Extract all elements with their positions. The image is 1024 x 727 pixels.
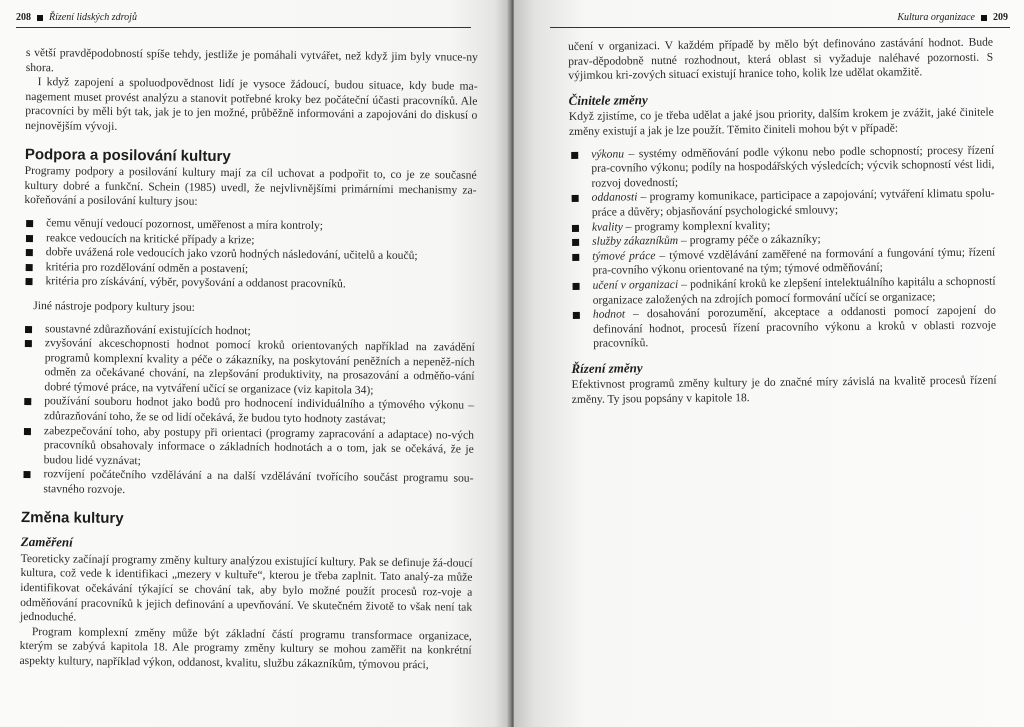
bullet-list — [23, 216, 476, 294]
left-page-body — [19, 46, 477, 673]
right-page — [514, 0, 1024, 727]
list-text: – programy komunikace, participace a zapojování; vytváření klimatu spolu-práce a důvěry; objasňování psychologické smlouvy; — [591, 186, 995, 219]
paragraph: I když zapojení a spoluodpovědnost lidí je vysoce žádoucí, budou situace, kdy bude ma-nagement muset provést analýzu a stanovit potřebné kroky bez počáteční účasti pracovníků. Ale pracovníci by měli být tak, jak je to jen možné, průběžně informováni a zapojováni do diskusí o nejnovějším vývoji. — [25, 75, 478, 133]
list-item: reakce vedoucích na kritické případy a krize; — [24, 231, 476, 250]
page-number: 209 — [993, 12, 1008, 23]
list-item: dobře uvážená role vedoucích jako vzorů hodných následování, učitelů a koučů; — [24, 245, 476, 264]
list-item — [571, 304, 996, 352]
page-number: 208 — [16, 12, 31, 23]
subsection-heading: Řízení změny — [571, 360, 643, 376]
list-item — [571, 274, 996, 308]
list-term: oddanosti — [591, 190, 638, 205]
list-term: učení v organizaci — [592, 277, 679, 292]
right-page-body — [568, 36, 997, 408]
list-term: kvality — [591, 219, 623, 234]
list-item: čemu věnují vedoucí pozornost, uměřenost a míra kontroly; — [24, 216, 476, 235]
list-text: – programy péče o zákazníky; — [678, 232, 821, 247]
running-head: Řízení lidských zdrojů — [49, 12, 137, 23]
bullet-list — [21, 321, 475, 501]
square-bullet-icon — [37, 15, 43, 21]
paragraph: Efektivnost programů změny kultury je do značné míry závislá na kvalitě procesů řízení změny. Ty jsou popsány v kapitole 18. — [571, 373, 997, 407]
list-item: rozvíjení počátečního vzdělávání a na další vzdělávání tvořícího součást programu sou-stavného rozvoje. — [21, 467, 473, 501]
list-item: kritéria pro získávání, výběr, povyšování a oddanost pracovníků. — [23, 274, 475, 293]
list-item — [570, 245, 995, 279]
list-text: – dosahování porozumění, akceptace a oddanosti pomocí zapojení do definování hodnot, procesů řízení pracovního výkonu a kroků v oblasti rozvoje pracovníků. — [592, 303, 997, 351]
paragraph: Jiné nástroje podpory kultury jsou: — [33, 298, 195, 314]
list-item — [570, 187, 995, 221]
list-item: soustavné zdůrazňování existujících hodnot; — [23, 321, 475, 340]
header-rule — [550, 27, 1010, 28]
list-term: týmové práce — [592, 248, 656, 263]
paragraph: Když zjistíme, co je třeba udělat a jaké jsou priority, dalším krokem je zvážit, jaké činitele změny existují a jak je lze použít. Těmito činiteli mohou být v případě: — [568, 105, 994, 138]
section-heading: Změna kultury — [20, 508, 124, 527]
list-item — [569, 143, 994, 191]
paragraph: Programy podpory a posilování kultury mají za cíl uchovat a podpořit to, co je ze současné kultury dobré a funkční. Schein (1985) uvedl, že nejvlivnějšími primárními mechanismy za-kořeňování a posilování kultury jsou: — [24, 164, 477, 209]
list-term: hodnot — [592, 307, 626, 321]
list-item: zvyšování akceschopnosti hodnot pomocí kroků orientovaných například na zavádění programů komplexní kvality a péče o zákazníky, na poskytování peněžních a nepeněž-ních odměn za očekávané chování, na zlepšování produktivity, na prosazování a odměňo-vání dobré týmové práce, na vytváření učící se organizace (viz kapitola 34); — [22, 336, 475, 399]
list-term: výkonu — [591, 146, 625, 161]
list-term: služby zákazníkům — [592, 233, 679, 248]
running-head: Kultura organizace — [897, 12, 975, 23]
left-page — [0, 0, 510, 727]
right-page-header — [897, 12, 1008, 23]
paragraph: s větší pravděpodobností spíše tehdy, jestliže je pomáhali vytvářet, než když jim byly vnuce-ny shora. — [25, 46, 478, 74]
list-text: – systémy odměňování podle výkonu nebo podle schopností; procesy řízení pra-covního výkonu; podíly na hospodářských výsledcích; výcvik schopností vést lidi, rozvoj dovedností; — [591, 143, 995, 190]
subsection-heading: Činitele změny — [568, 91, 648, 108]
section-heading: Podpora a posilování kultury — [24, 145, 231, 165]
left-page-header — [16, 12, 137, 23]
subsection-heading: Zaměření — [20, 534, 73, 550]
list-item: kritéria pro rozdělování odměn a postavení; — [24, 260, 476, 279]
paragraph: Teoreticky začínají programy změny kultury analýzou existující kultury. Pak se definuje žá-doucí kultura, což vede k identifikaci „mezery v kultuře“, kterou je třeba zaplnit. Tato analý-za může identifikovat očekávání týkající se chování tak, aby bylo možné použít procesů roz-voje a odměňování pracovníků k jejich definování a upevňování. Ve skutečném životě to však není tak jednoduché. — [19, 551, 473, 624]
list-text: – týmové vzdělávání zaměřené na formování a fungování týmu; řízení pra-covního výkonu orientované na tým; týmové odměňování; — [592, 245, 996, 278]
square-bullet-icon — [981, 15, 987, 21]
list-text: – programy komplexní kvality; — [622, 218, 771, 233]
bullet-list — [569, 143, 996, 352]
header-rule — [16, 27, 471, 28]
list-item: používání souboru hodnot jako bodů pro hodnocení individuálního a týmového výkonu – zdůrazňování toho, že se od lidí očekává, že budou tyto hodnoty zastávat; — [22, 394, 474, 428]
list-item: zabezpečování toho, aby postupy při orientaci (programy zapracování a adaptace) no-vých pracovníků obsahovaly informace o základních hodnotách a o tom, jak se očekává, že je budou lidé vyznávat; — [22, 424, 474, 473]
paragraph: Program komplexní změny může být základní částí programu transformace organizace, kterým se zabývá kapitola 18. Ale programy změny kultury se mohou zaměřit na konkrétní aspekty kultury, například výkon, oddanost, kvalitu, službu zákazníkům, týmovou práci, — [19, 624, 472, 672]
paragraph: učení v organizaci. V každém případě by mělo být definováno zastávání hodnot. Bude prav-děpodobně nutné rozhodnout, která oblast si vyžaduje naléhavé pozornosti. S výjimkou kri-zových situací existují hranice toho, kolik lze udělat okamžitě. — [568, 35, 994, 83]
list-text: – podnikání kroků ke zlepšení intelektuálního kapitálu a schopností organizace založených na zdrojích pomocí formování učící se organizace; — [592, 274, 996, 307]
